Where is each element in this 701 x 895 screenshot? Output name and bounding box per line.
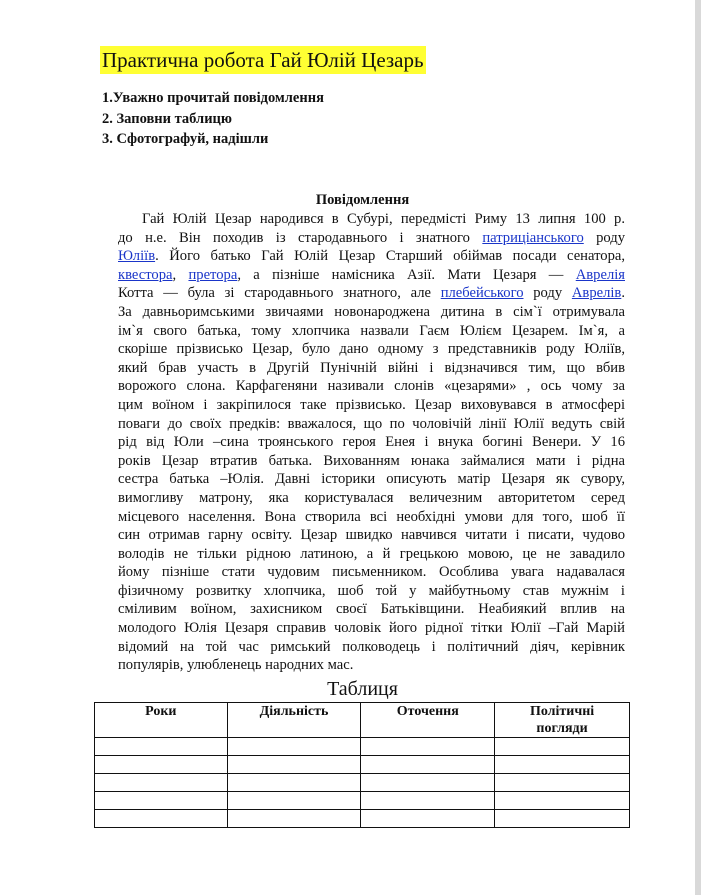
table-cell[interactable] — [95, 792, 228, 810]
message-heading: Повідомлення — [315, 192, 410, 208]
wiki-link[interactable]: Аврелів — [571, 285, 622, 302]
message-text: . — [621, 285, 625, 302]
message-line — [118, 489, 625, 508]
table-cell[interactable] — [361, 738, 495, 756]
message-text: фізичному розвитку хлопчика, шоб той у майбутньому став мужнім і — [118, 582, 625, 599]
message-line — [118, 508, 625, 527]
task-item: 2. Заповни таблицю — [102, 110, 232, 127]
table-cell[interactable] — [95, 810, 228, 828]
message-text: , — [172, 266, 189, 283]
message-text: сестра батька –Юлія. Давні історики описують матір Цезаря як сувору, — [118, 471, 625, 488]
wiki-link[interactable]: плебейського — [440, 285, 524, 302]
message-body — [118, 210, 625, 675]
message-text: , а пізніше намісника Азії. Мати Цезаря — — [237, 266, 576, 283]
political-views-label: Політичні погляди — [529, 704, 595, 736]
table-cell[interactable] — [495, 738, 630, 756]
message-line — [118, 433, 625, 452]
message-text: Гай Юлій Цезар народився в Субурі, передмісті Риму 13 липня 100 р. — [142, 211, 625, 227]
wiki-link[interactable]: патриціанського — [482, 229, 584, 246]
message-line — [118, 600, 625, 619]
wiki-link[interactable]: претора — [188, 266, 238, 283]
message-line — [118, 582, 625, 601]
message-line — [118, 247, 625, 266]
wiki-link[interactable]: Юліїв — [118, 248, 156, 265]
column-header-activity: Діяльність — [227, 703, 361, 738]
task-list — [102, 88, 324, 150]
table-cell[interactable] — [361, 774, 495, 792]
table-cell[interactable] — [95, 756, 228, 774]
message-text: відомий на той час римський полководець і політичний діяч, керівник — [118, 638, 625, 655]
table-row — [95, 756, 630, 774]
message-text: володів не тільки рідною латиною, а й грецькою мовою, це не завадило — [118, 545, 625, 562]
message-text: йому пізніше стати чудовим письменником. Особлива увага надавалася — [118, 564, 625, 581]
table-cell[interactable] — [495, 792, 630, 810]
table-cell[interactable] — [361, 756, 495, 774]
message-text: . Його батько Гай Юлій Цезар Старший обіймав посади сенатора, — [155, 248, 625, 265]
document-title: Практична робота Гай Юлій Цезарь — [102, 48, 424, 72]
message-line — [118, 229, 625, 248]
wiki-link[interactable]: квестора — [118, 266, 173, 283]
message-line — [118, 377, 625, 396]
table-cell[interactable] — [495, 774, 630, 792]
message-text: ворожого слона. Карфагеняни називали слонів «цезарями» , ось чому за — [118, 378, 625, 395]
table-row — [95, 810, 630, 828]
message-line — [118, 284, 625, 303]
task-item: 1.Уважно прочитай повідомлення — [102, 90, 324, 106]
table-row — [95, 774, 630, 792]
table-cell[interactable] — [227, 756, 361, 774]
message-line — [118, 303, 625, 322]
message-line — [118, 526, 625, 545]
message-line — [118, 452, 625, 471]
table-cell[interactable] — [495, 756, 630, 774]
table-header-row — [95, 703, 630, 738]
message-line — [118, 563, 625, 582]
message-line — [118, 210, 625, 229]
table-cell[interactable] — [227, 792, 361, 810]
table-cell[interactable] — [95, 774, 228, 792]
column-header-entourage: Оточення — [361, 703, 495, 738]
message-line — [118, 415, 625, 434]
wiki-link[interactable]: Аврелія — [575, 266, 625, 283]
message-text: роду — [523, 285, 572, 302]
message-line — [118, 470, 625, 489]
table-cell[interactable] — [227, 810, 361, 828]
table-cell[interactable] — [361, 810, 495, 828]
message-text: місцевого населення. Вона створила всі необхідні умови для того, шоб її — [118, 508, 625, 525]
message-line — [118, 619, 625, 638]
message-text: рід від Юли –сина троянського героя Енея і внука богині Венери. У 16 — [118, 434, 625, 451]
message-text: За давньоримськими звичаями новонароджена дитина в сім`ї отримувала — [118, 303, 625, 320]
message-text: популярів, улюбленець народних мас. — [118, 657, 354, 674]
message-line — [118, 340, 625, 359]
message-text: який брав участь в Другій Пунічній війні і відзначився тим, що вбив — [118, 359, 625, 376]
message-line — [118, 638, 625, 657]
message-line — [118, 359, 625, 378]
table-row — [95, 792, 630, 810]
message-line — [118, 266, 625, 285]
table-cell[interactable] — [95, 738, 228, 756]
message-text: Котта — була зі стародавнього знатного, але — [118, 285, 441, 302]
table-row — [95, 738, 630, 756]
data-table — [94, 702, 630, 828]
message-text: ім`я свого батька, тому хлопчика назвали Гаєм Юлієм Цезарем. Ім`я, а — [118, 322, 625, 339]
message-text: скоріше прізвисько Цезар, було дано одному з представників роду Юліїв, — [118, 341, 625, 358]
message-text: до н.е. Він походив із стародавнього і знатного — [118, 229, 483, 246]
column-header-political-views — [495, 703, 630, 738]
message-line — [118, 396, 625, 415]
table-cell[interactable] — [227, 738, 361, 756]
message-text: цим воїном і закріпилося таке прізвисько. Цезар виховувався в атмосфері — [118, 396, 625, 413]
table-heading: Таблиця — [327, 678, 398, 700]
page-edge-shadow — [695, 0, 701, 895]
message-line — [118, 322, 625, 341]
table-cell[interactable] — [227, 774, 361, 792]
message-text: молодого Юлія Цезаря справив чоловік його рідної тітки Юлії –Гай Марій — [118, 620, 625, 637]
message-line — [118, 656, 625, 675]
message-text: років Цезар втратив батька. Вихованням юнака займалися мати і рідна — [118, 452, 625, 469]
column-header-years: Роки — [95, 703, 228, 738]
message-text: син отримав гарну освіту. Цезар швидко навчився читати і писати, чудово — [118, 527, 625, 544]
message-text: вимогливу матрону, яка користувалася величезним авторитетом серед — [118, 489, 625, 506]
message-text: роду — [583, 229, 625, 246]
table-cell[interactable] — [495, 810, 630, 828]
message-text: поваги до своїх предків: вважалося, що по чоловічій лінії Юлії ведуть свій — [118, 415, 625, 432]
message-text: сміливим воїном, захисником своєї Батьківщини. Неабиякий вплив на — [118, 601, 625, 618]
message-line — [118, 545, 625, 564]
table-cell[interactable] — [361, 792, 495, 810]
task-item: 3. Сфотографуй, надішли — [102, 131, 269, 147]
